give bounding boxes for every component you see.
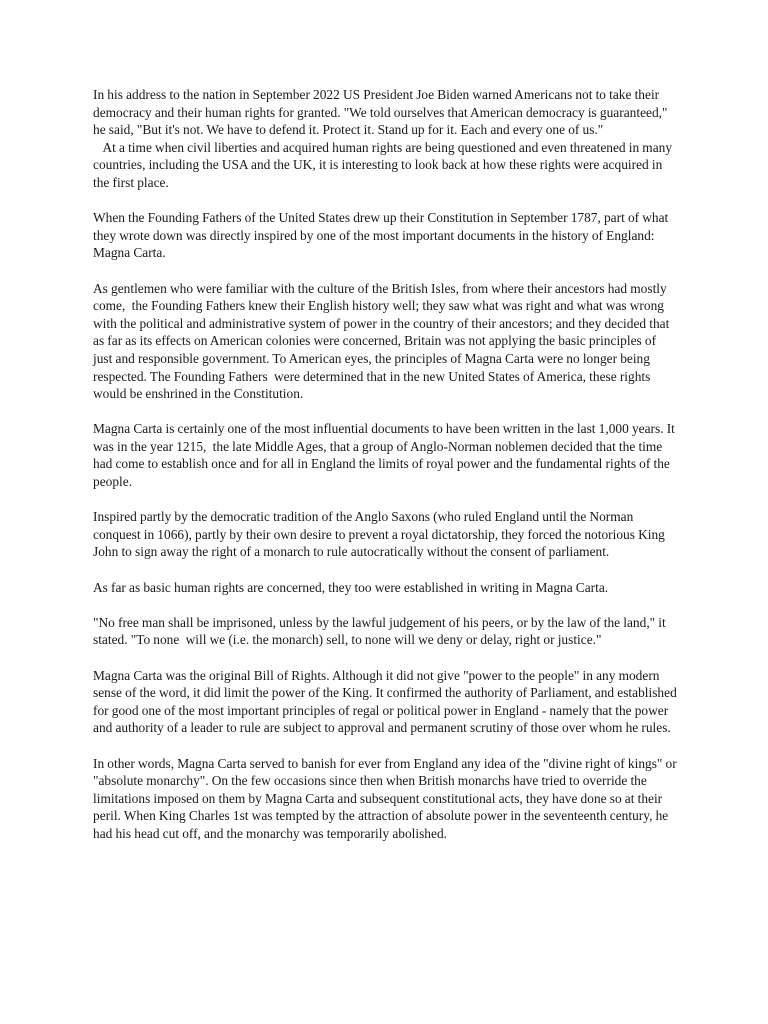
- paragraph-spacer: [93, 596, 678, 614]
- paragraph-spacer: [93, 737, 678, 755]
- paragraph-spacer: [93, 649, 678, 667]
- paragraph-spacer: [93, 561, 678, 579]
- paragraph-bill-of-rights: Magna Carta was the original Bill of Rights. Although it did not give "power to the people" in any modern sense of the word, it did limit the power of the King. It confirmed the authority of Parliament, and established for good one of the most important principles of regal or political power in England - namely that the power and authority of a leader to rule are subject to approval and permanent scrutiny of those over whom he rules.: [93, 667, 680, 736]
- paragraph-founding-fathers: When the Founding Fathers of the United States drew up their Constitution in September 1787, part of what they wrote down was directly inspired by one of the most important documents in the history of England: Magna Carta.: [93, 210, 672, 261]
- paragraph-spacer: [93, 403, 678, 421]
- paragraph-divine-right: In other words, Magna Carta served to banish for ever from England any idea of the "divine right of kings" or "absolute monarchy". On the few occasions since then when British monarchs have tried to override the limitations imposed on them by Magna Carta and subsequent constitutional acts, they have done so at their peril. When King Charles 1st was tempted by the attraction of absolute power in the seventeenth century, he had his head cut off, and the monarchy was temporarily abolished.: [93, 755, 680, 841]
- paragraph-influential-documents: Magna Carta is certainly one of the most influential documents to have been written in the last 1,000 years. It was in the year 1215, the late Middle Ages, that a group of Anglo-Norman noblemen decided that the time had come to establish once and for all in England the limits of royal power and the fundamental rights of the people.: [93, 421, 679, 490]
- paragraph-quotation: "No free man shall be imprisoned, unless by the lawful judgement of his peers, or by the law of the land," it stated. "To none will we (i.e. the monarch) sell, to none will we deny or delay, right or justice.": [93, 614, 669, 648]
- paragraph-spacer: [93, 262, 678, 280]
- paragraph-anglo-saxons: Inspired partly by the democratic tradition of the Anglo Saxons (who ruled England until the Norman conquest in 1066), partly by their own desire to prevent a royal dictatorship, they forced the notorious King John to sign away the right of a monarch to rule autocratically without the consent of parliament.: [93, 509, 669, 560]
- paragraph-spacer: [93, 491, 678, 509]
- paragraph-biden-address: In his address to the nation in September 2022 US President Joe Biden warned Americans not to take their democracy and their human rights for granted. "We told ourselves that American democracy is guaranteed," he said, "But it's not. We have to defend it. Protect it. Stand up for it. Each and every one of us.": [93, 87, 671, 138]
- paragraph-civil-liberties: At a time when civil liberties and acquired human rights are being questioned and even threatened in many countries, including the USA and the UK, it is interesting to look back at how these rights were acquired in the first place.: [93, 139, 676, 190]
- paragraph-human-rights: As far as basic human rights are concerned, they too were established in writing in Magna Carta.: [93, 579, 609, 595]
- paragraph-british-isles: As gentlemen who were familiar with the culture of the British Isles, from where their ancestors had mostly come, the Founding Fathers knew their English history well; they saw what was right and what was wrong with the political and administrative system of power in the country of their ancestors; and they decided that as far as its effects on American colonies were concerned, Britain was not applying the basic principles of just and responsible government. To American eyes, the principles of Magna Carta were no longer being respected. The Founding Fathers were determined that in the new United States of America, these rights would be enshrined in the Constitution.: [93, 280, 673, 402]
- document-body: [93, 86, 678, 843]
- paragraph-spacer: [93, 192, 678, 210]
